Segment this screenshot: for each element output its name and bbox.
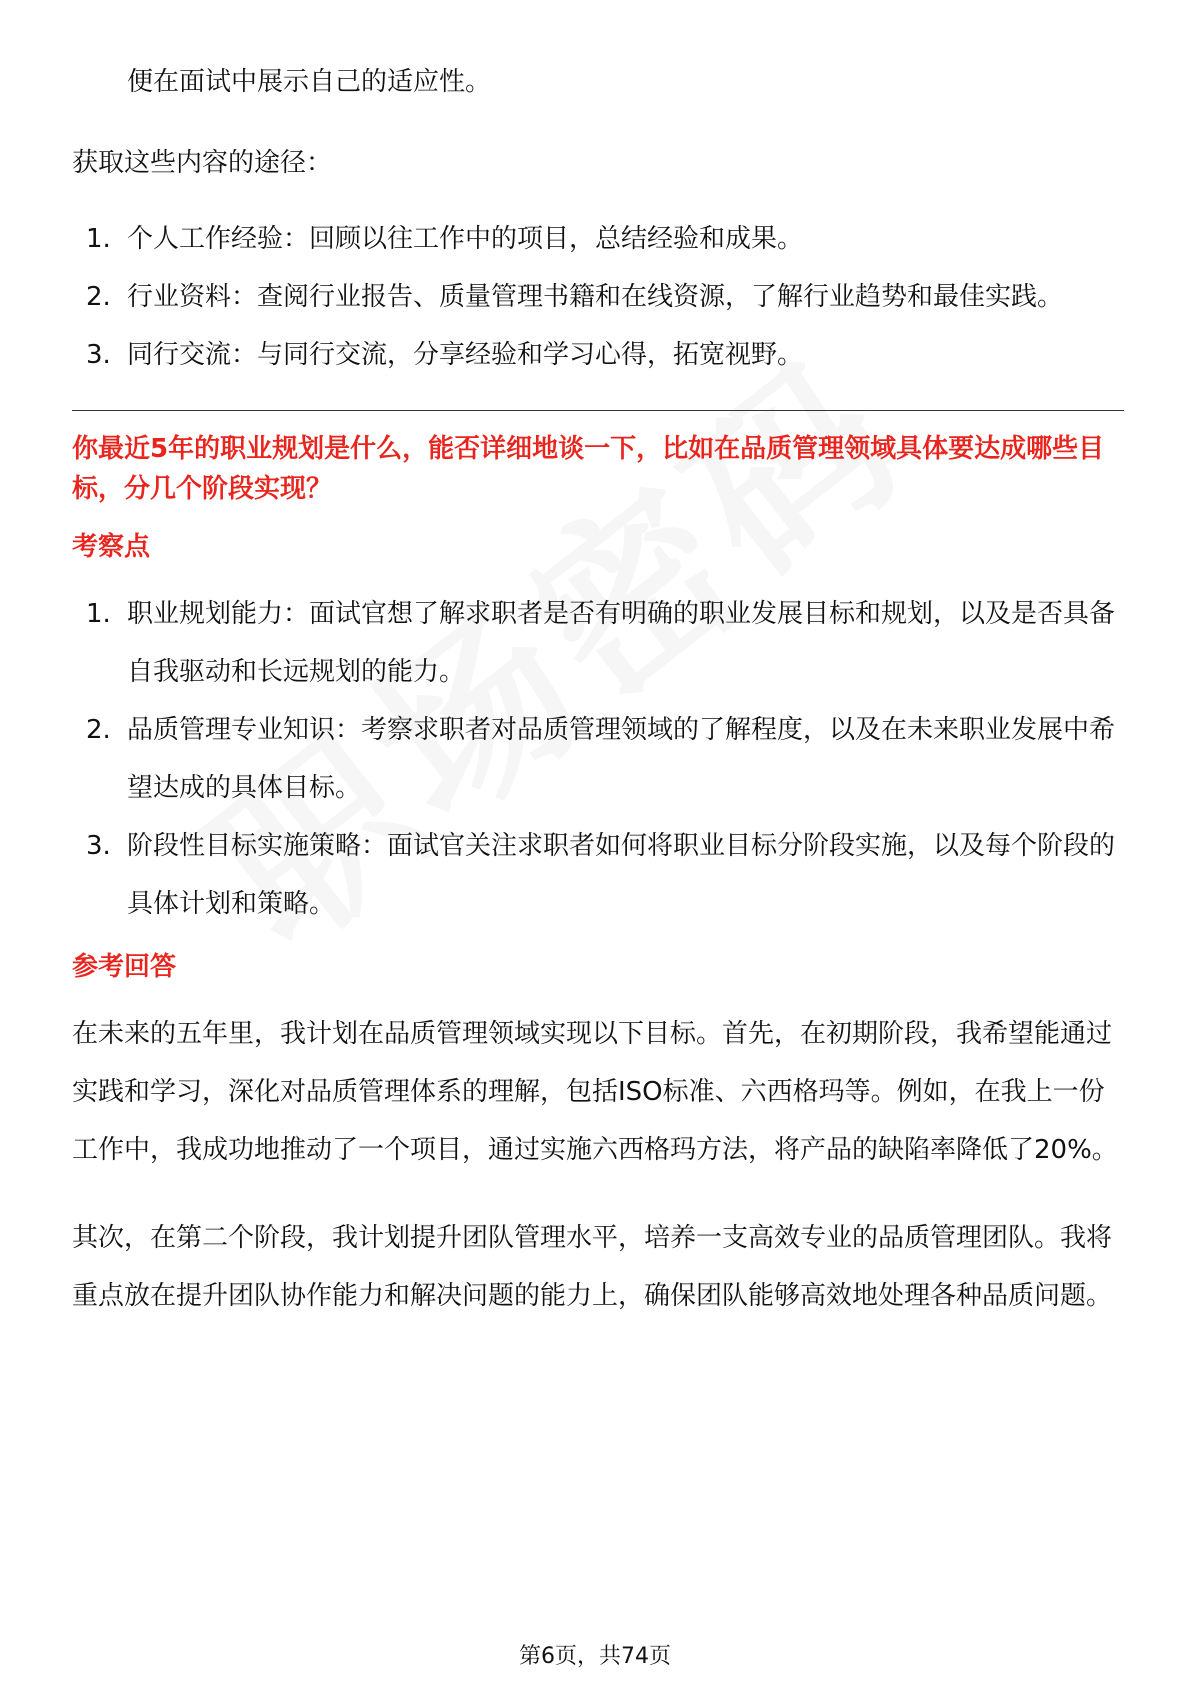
list-number: 2. <box>86 715 111 745</box>
list-item-text: 职业规划能力：面试官想了解求职者是否有明确的职业发展目标和规划，以及是否具备自我驱动和长远规划的能力。 <box>127 599 1116 687</box>
list-item-text: 阶段性目标实施策略：面试官关注求职者如何将职业目标分阶段实施，以及每个阶段的具体计划和策略。 <box>127 831 1116 919</box>
sources-intro: 获取这些内容的途径： <box>72 148 333 178</box>
list-item-text: 行业资料：查阅行业报告、质量管理书籍和在线资源，了解行业趋势和最佳实践。 <box>127 282 1064 312</box>
answer-paragraph: 在未来的五年里，我计划在品质管理领域实现以下目标。首先，在初期阶段，我希望能通过实践和学习，深化对品质管理体系的理解，包括ISO标准、六西格玛等。例如，在我上一份工作中，我成功地推动了一个项目，通过实施六西格玛方法，将产品的缺陷率降低了20%。 <box>72 1019 1118 1165</box>
sources-list <box>72 210 1124 384</box>
section-divider <box>72 410 1124 411</box>
list-item <box>72 585 1124 701</box>
list-item <box>72 268 1124 326</box>
list-item-text: 同行交流：与同行交流，分享经验和学习心得，拓宽视野。 <box>127 340 804 370</box>
continuation-text: 便在面试中展示自己的适应性。 <box>127 67 492 97</box>
document-page <box>72 62 1124 1325</box>
list-number: 3. <box>86 831 111 861</box>
page-number-footer: 第6页，共74页 <box>519 1644 671 1669</box>
list-number: 3. <box>86 340 111 370</box>
list-item-text: 品质管理专业知识：考察求职者对品质管理领域的了解程度，以及在未来职业发展中希望达成的具体目标。 <box>127 715 1116 803</box>
list-number: 1. <box>86 599 111 629</box>
answer-paragraph: 其次，在第二个阶段，我计划提升团队管理水平，培养一支高效专业的品质管理团队。我将重点放在提升团队协作能力和解决问题的能力上，确保团队能够高效地处理各种品质问题。 <box>72 1223 1113 1311</box>
list-item <box>72 210 1124 268</box>
list-item <box>72 817 1124 933</box>
focus-list <box>72 585 1124 933</box>
list-number: 2. <box>86 282 111 312</box>
interview-question: 你最近5年的职业规划是什么，能否详细地谈一下，比如在品质管理领域具体要达成哪些目标，分几个阶段实现？ <box>72 434 1105 504</box>
list-item <box>72 326 1124 384</box>
list-item-text: 个人工作经验：回顾以往工作中的项目，总结经验和成果。 <box>127 224 804 254</box>
list-item <box>72 701 1124 817</box>
list-number: 1. <box>86 224 111 254</box>
answer-heading: 参考回答 <box>72 952 177 982</box>
focus-heading: 考察点 <box>72 532 151 562</box>
